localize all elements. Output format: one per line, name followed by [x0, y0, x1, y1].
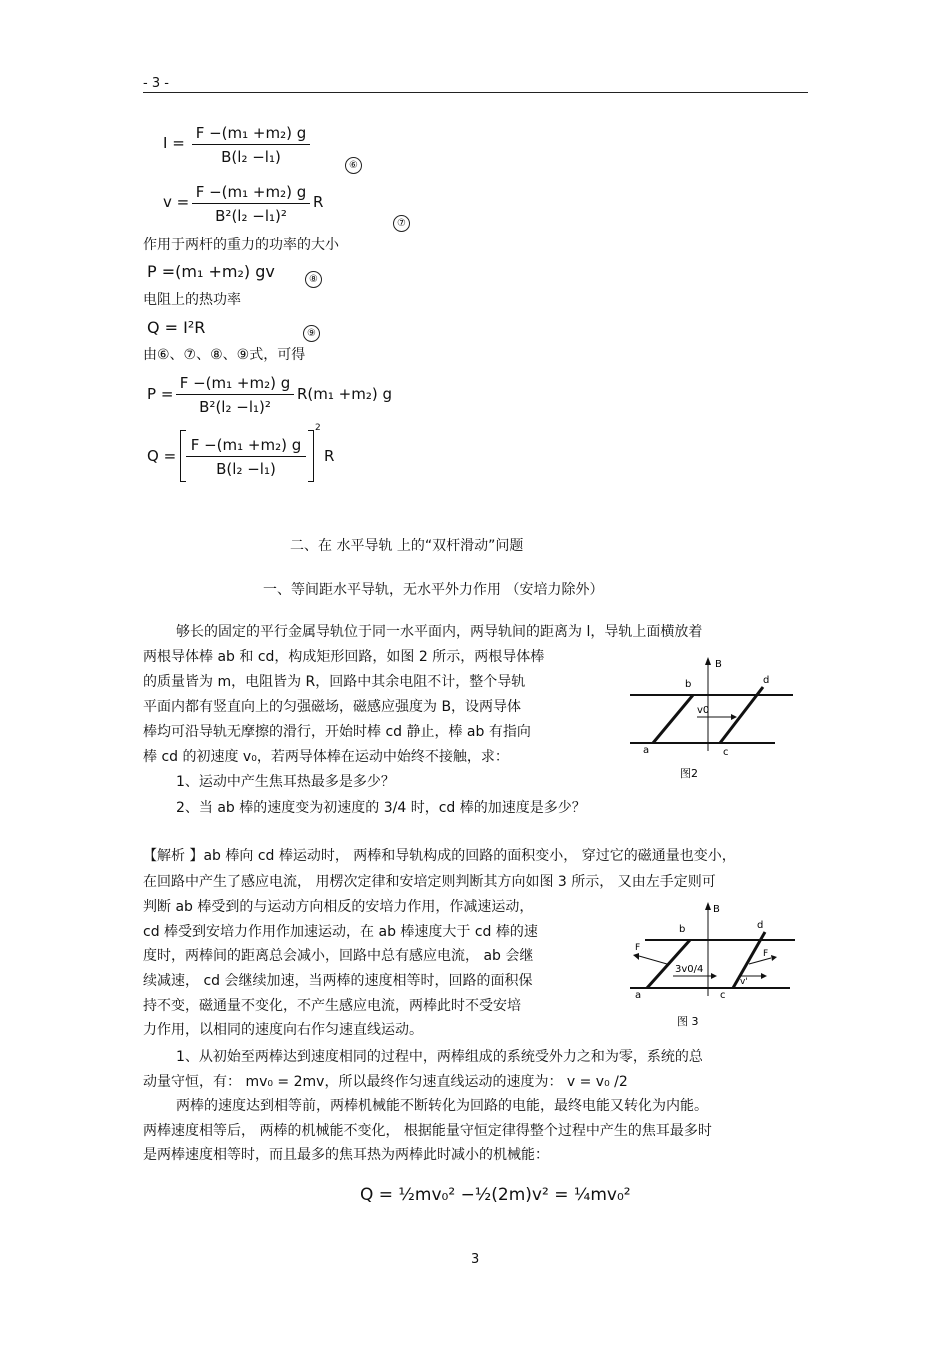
fig3-label-f-right: F [763, 949, 769, 959]
fig3-label-3v0-4: 3v0/4 [675, 964, 704, 975]
solution-line-2: 动量守恒，有： mv₀ = 2mv，所以最终作匀速直线运动的速度为： v = v₀ /2 [143, 1074, 628, 1090]
fig3-force-left-arrowhead [633, 953, 639, 960]
fig3-v-arrowhead-cd [761, 973, 767, 979]
eq7-denominator: B²(l₂ −l₁)² [215, 207, 287, 225]
fig3-b-arrowhead [705, 902, 711, 910]
eq6-tag: ⑥ [345, 157, 362, 174]
fig2-label-v0: v0 [697, 705, 710, 716]
eq8-tag: ⑧ [305, 271, 322, 288]
analysis-line-2: 在回路中产生了感应电流， 用楞次定律和安培定则判断其方向如图 3 所示， 又由左手定则可 [143, 874, 716, 890]
problem-line-3: 的质量皆为 m，电阻皆为 R，回路中其余电阻不计，整个导轨 [143, 674, 526, 690]
problem-line-2: 两根导体棒 ab 和 cd，构成矩形回路，如图 2 所示，两根导体棒 [143, 649, 545, 665]
fig3-label-b-field: B [713, 904, 720, 915]
fig3-caption: 图 3 [677, 1015, 699, 1028]
eq8: P =(m₁ +m₂) gv [147, 262, 275, 281]
eqQ-exponent: 2 [315, 423, 321, 433]
eqQ-rhs: R [324, 447, 335, 465]
fig3-label-d: d [757, 920, 764, 931]
eqP-fraction [176, 374, 294, 416]
fig2-rod-ab [653, 695, 693, 743]
final-equation: Q = ½mv₀² −½(2m)v² = ¼mv₀² [360, 1185, 631, 1205]
eq7-fraction [192, 183, 310, 225]
eqP-lhs: P = [147, 385, 174, 403]
eqQ-fraction [186, 436, 306, 478]
eq7-lhs: v = [163, 193, 190, 211]
problem-line-1: 够长的固定的平行金属导轨位于同一水平面内，两导轨间的距离为 l，导轨上面横放着 [176, 624, 703, 640]
problem-line-5: 棒均可沿导轨无摩擦的滑行，开始时棒 cd 静止，棒 ab 有指向 [143, 724, 531, 740]
problem-line-6: 棒 cd 的初速度 v₀，若两导体棒在运动中始终不接触，求： [143, 749, 509, 765]
eqQ-numerator: F −(m₁ +m₂) g [186, 436, 306, 457]
eqQ-denominator: B(l₂ −l₁) [216, 460, 276, 478]
eqQ-lhs: Q = [147, 447, 177, 465]
subsection-title: 一、等间距水平导轨，无水平外力作用 （安培力除外） [263, 582, 604, 598]
figure-2 [625, 655, 800, 785]
figure-3 [625, 898, 800, 1033]
header-rule [143, 92, 808, 93]
fig3-force-left [639, 956, 667, 964]
eq9-tag: ⑨ [303, 325, 320, 342]
fig3-label-c: c [720, 990, 726, 1001]
fig3-label-b: b [679, 924, 686, 935]
analysis-line-3: 判断 ab 棒受到的与运动方向相反的安培力作用，作减速运动， [143, 899, 534, 915]
eq6-fraction [192, 124, 310, 166]
fig2-label-b-field: B [715, 659, 722, 670]
analysis-line-6: 续减速， cd 会继续加速，当两棒的速度相等时，回路的面积保 [143, 973, 533, 989]
analysis-line-5: 度时，两棒间的距离总会减小，回路中总有感应电流， ab 会继 [143, 948, 534, 964]
eqP-numerator: F −(m₁ +m₂) g [176, 374, 294, 395]
problem-line-4: 平面内都有竖直向上的匀强磁场，磁感应强度为 B，设两导体 [143, 699, 522, 715]
eq7-tag: ⑦ [393, 215, 410, 232]
solution-line-4: 两棒速度相等后， 两棒的机械能不变化， 根据能量守恒定律得整个过程中产生的焦耳最多时 [143, 1123, 712, 1139]
fig2-v0-arrowhead [731, 714, 737, 720]
fig3-force-right-arrowhead [771, 955, 777, 961]
eqQ-right-bracket [308, 430, 314, 482]
solution-line-3: 两棒的速度达到相等前，两棒机械能不断转化为回路的电能，最终电能又转化为内能。 [176, 1098, 708, 1114]
fig3-label-v-prime: v' [740, 977, 748, 987]
eqP-denominator: B²(l₂ −l₁)² [199, 398, 271, 416]
solution-line-5: 是两棒速度相等时，而且最多的焦耳热为两棒此时减小的机械能： [143, 1147, 549, 1163]
gravity-power-text: 作用于两杆的重力的功率的大小 [143, 237, 339, 253]
eq9: Q = I²R [147, 318, 206, 337]
fig3-label-a: a [635, 990, 642, 1001]
page-number: 3 [471, 1252, 480, 1267]
fig3-v-arrowhead-ab [711, 973, 717, 979]
eq6-lhs: I = [163, 134, 185, 152]
page-label: - 3 - [143, 76, 169, 91]
analysis-line-4: cd 棒受到安培力作用作加速运动，在 ab 棒速度大于 cd 棒的速 [143, 924, 538, 940]
fig2-label-c: c [723, 747, 729, 758]
fig2-label-d: d [763, 675, 770, 686]
eqP-rhs: R(m₁ +m₂) g [297, 385, 393, 403]
question-1: 1、运动中产生焦耳热最多是多少？ [176, 774, 395, 790]
heat-power-text: 电阻上的热功率 [143, 292, 241, 308]
eq6-numerator: F −(m₁ +m₂) g [192, 124, 310, 145]
derive-text: 由⑥、⑦、⑧、⑨式，可得 [143, 347, 306, 363]
eq6-denominator: B(l₂ −l₁) [221, 148, 281, 166]
fig2-label-b: b [685, 679, 692, 690]
analysis-line-1: 【解析 】ab 棒向 cd 棒运动时， 两棒和导轨构成的回路的面积变小， 穿过它的磁通量也变小， [143, 848, 736, 864]
fig2-label-a: a [643, 745, 650, 756]
solution-line-1: 1、从初始至两棒达到速度相同的过程中，两棒组成的系统受外力之和为零，系统的总 [176, 1049, 703, 1065]
fig3-label-f-left: F [635, 943, 641, 953]
analysis-line-7: 持不变，磁通量不变化，不产生感应电流，两棒此时不受安培 [143, 998, 521, 1014]
eq7-rhs: R [313, 193, 324, 211]
section-title: 二、在 水平导轨 上的“双杆滑动”问题 [290, 538, 524, 554]
eq7-numerator: F −(m₁ +m₂) g [192, 183, 310, 204]
question-2: 2、当 ab 棒的速度变为初速度的 3/4 时，cd 棒的加速度是多少？ [176, 800, 586, 816]
fig2-caption: 图2 [680, 767, 698, 780]
analysis-line-8: 力作用，以相同的速度向右作匀速直线运动。 [143, 1022, 423, 1038]
fig2-b-arrowhead [705, 657, 711, 665]
